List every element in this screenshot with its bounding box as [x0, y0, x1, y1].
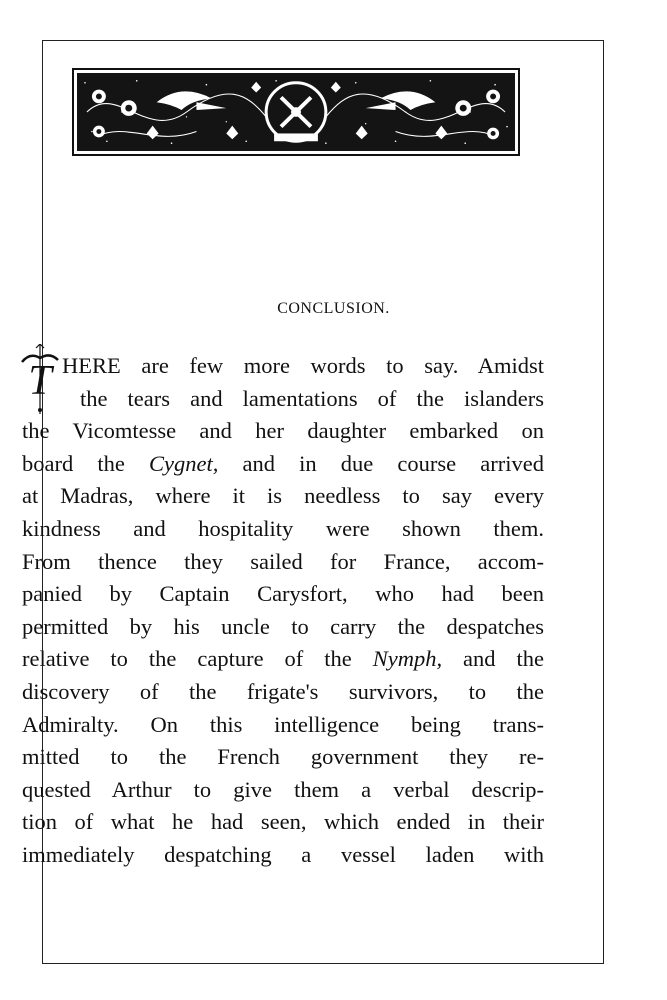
chapter-heading: CONCLUSION.	[277, 300, 390, 317]
ornamental-headpiece	[72, 68, 520, 156]
text-line: tion of what he had seen, which ended in their	[22, 809, 544, 835]
svg-text:T: T	[28, 358, 52, 404]
decorative-initial-icon	[18, 344, 62, 414]
text-line: panied by Captain Carysfort, who had been	[22, 581, 544, 607]
text-line: immediately despatching a vessel laden with	[22, 841, 544, 867]
text-line: quested Arthur to give them a verbal descrip-	[22, 776, 544, 802]
dropcap-letter	[18, 344, 62, 414]
text-line: kindness and hospitality were shown them.	[22, 515, 544, 541]
text-line: permitted by his uncle to carry the despatches	[22, 613, 544, 639]
body-text	[22, 350, 544, 872]
text-line: the Vicomtesse and her daughter embarked on	[22, 418, 544, 444]
text-line: mitted to the French government they re-	[22, 744, 544, 770]
text-line: at Madras, where it is needless to say every	[22, 483, 544, 509]
text-line: the tears and lamentations of the islanders	[80, 385, 544, 411]
floral-ornament-icon	[77, 73, 515, 151]
text-line: relative to the capture of the Nymph, and the	[22, 646, 544, 672]
text-line: From thence they sailed for France, accom-	[22, 548, 544, 574]
text-line: Admiralty. On this intelligence being trans-	[22, 711, 544, 737]
text-line: HERE are few more words to say. Amidst	[62, 353, 544, 378]
text-line: discovery of the frigate's survivors, to the	[22, 678, 544, 704]
text-line: board the Cygnet, and in due course arrived	[22, 450, 545, 476]
